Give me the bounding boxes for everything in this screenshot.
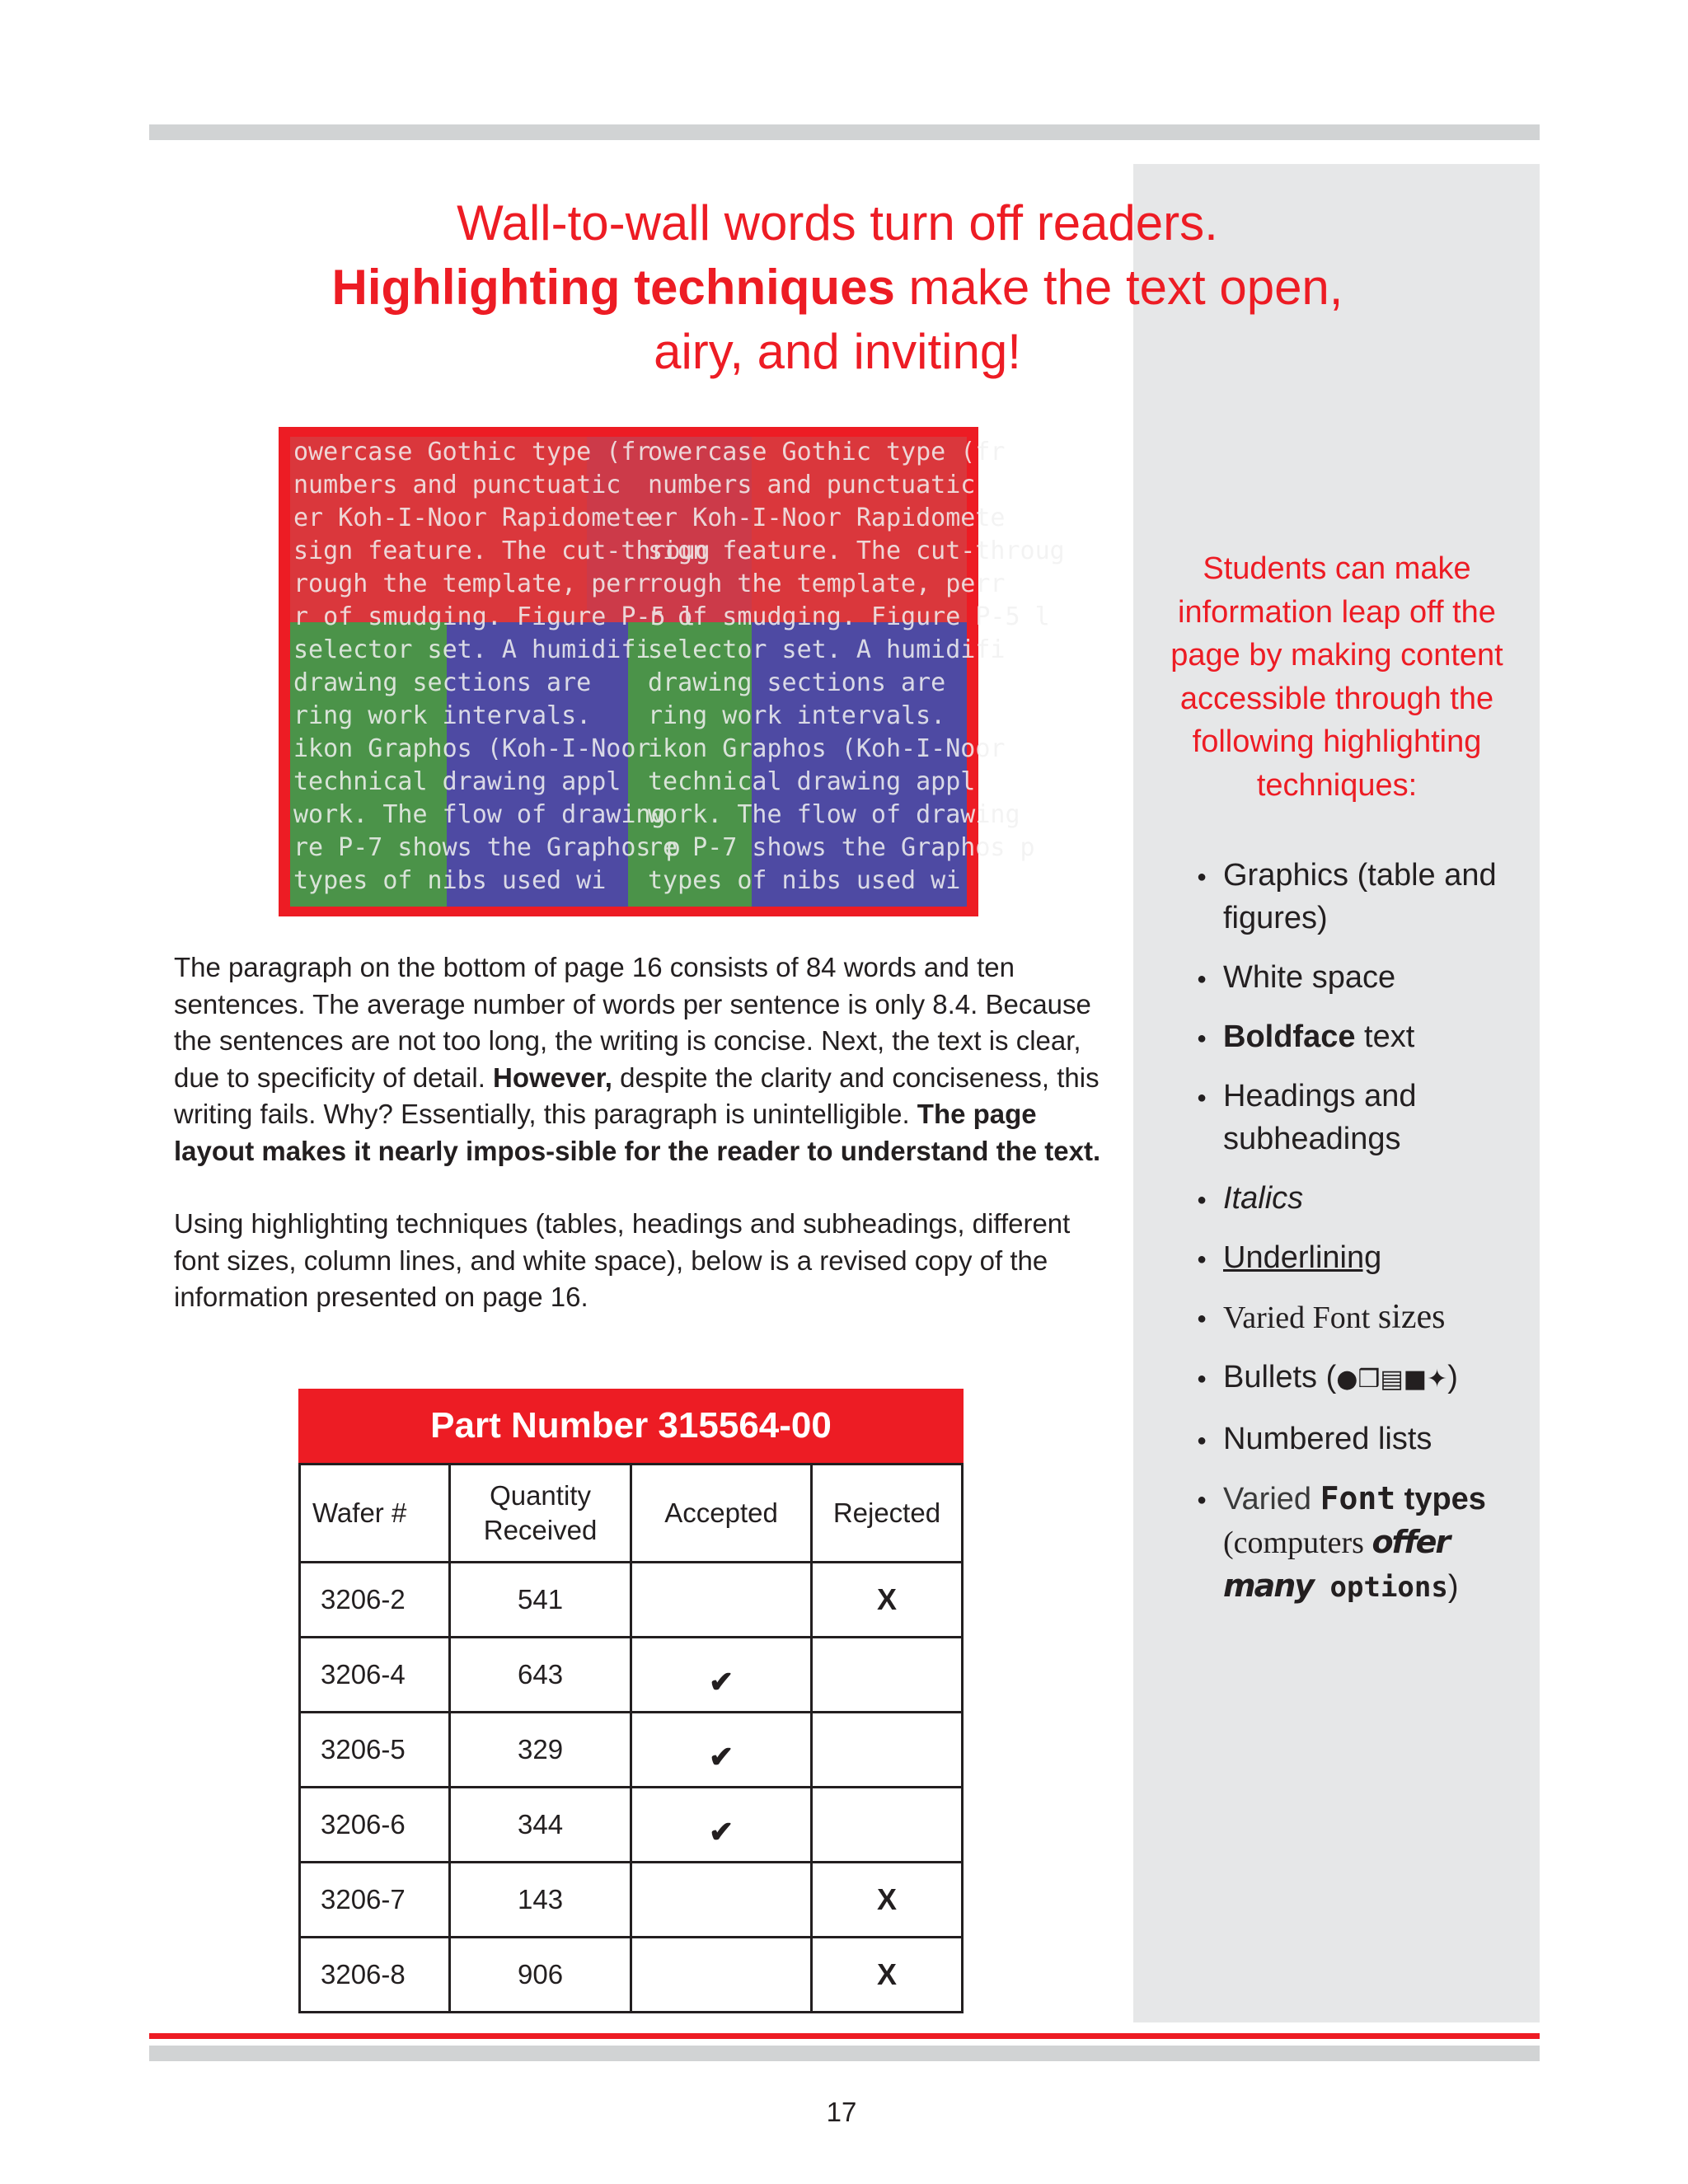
p1-bold-conclusion: The page layout makes it nearly impos-sible for the reader to understand the text. xyxy=(174,1099,1101,1166)
photo-text-line: drawing sections are xyxy=(293,668,592,697)
photo-text-line: re P-7 shows the Graphos p xyxy=(293,833,681,862)
p1-part-a: The paragraph on the bottom of page 16 consists of 84 words and ten sentences. The average number of words per sentence is only 8.4. Because the sentences are not too long, the writing is concise. Next, the text is clear, due to specificity of detail. xyxy=(174,952,1091,1093)
header-rejected: Rejected xyxy=(811,1465,962,1563)
font-types-g: options xyxy=(1313,1571,1448,1604)
technique-list xyxy=(1195,854,1533,1625)
accepted-cell xyxy=(631,1713,812,1788)
top-rule xyxy=(149,124,1540,140)
photo-text-line: er Koh-I-Noor Rapidomete xyxy=(648,504,1006,532)
page-number: 17 xyxy=(826,2097,857,2127)
photo-text-line: drawing sections are xyxy=(648,668,946,697)
font-types-e: offer xyxy=(1372,1524,1450,1560)
font-types-a: Varied xyxy=(1223,1482,1320,1516)
quantity-cell: 329 xyxy=(449,1713,631,1788)
photo-text-line: sign feature. The cut-throug xyxy=(648,537,1065,565)
photo-text-line: selector set. A humidifi xyxy=(648,635,1006,664)
table-row xyxy=(300,1638,963,1713)
photo-text-line: ikon Graphos (Koh-I-Noor xyxy=(293,734,651,763)
photo-text-line: numbers and punctuatic xyxy=(293,471,621,499)
wafer-cell: 3206-2 xyxy=(300,1563,450,1638)
quantity-cell: 143 xyxy=(449,1863,631,1938)
quantity-cell: 643 xyxy=(449,1638,631,1713)
list-item-underlining xyxy=(1195,1236,1533,1279)
header-wafer: Wafer # xyxy=(300,1465,450,1563)
table-row xyxy=(300,1563,963,1638)
header-quantity: Quantity Received xyxy=(449,1465,631,1563)
headline-bold: Highlighting techniques xyxy=(331,260,895,315)
bottom-red-rule xyxy=(149,2033,1540,2039)
photo-text-line: r of smudging. Figure P-5 l xyxy=(648,602,1050,631)
photo-text-line: sign feature. The cut-throug xyxy=(293,537,710,565)
quantity-cell: 541 xyxy=(449,1563,631,1638)
checkmark-icon: ✔ xyxy=(709,1815,734,1849)
rejected-cell: X xyxy=(811,1563,962,1638)
dense-text-photo xyxy=(290,437,1065,907)
wafer-cell: 3206-8 xyxy=(300,1938,450,2013)
table-header-row xyxy=(300,1465,963,1563)
boldface-word: Boldface xyxy=(1223,1019,1356,1054)
photo-text-line: technical drawing appl xyxy=(648,767,976,796)
photo-text-line: work. The flow of drawing xyxy=(648,800,1020,829)
bottom-gray-rule xyxy=(149,2046,1540,2061)
bullets-c: ) xyxy=(1447,1360,1458,1394)
table-title: Part Number 315564-00 xyxy=(298,1389,964,1463)
headline-line-2 xyxy=(149,255,1526,320)
font-sizes-b: sizes xyxy=(1377,1298,1446,1336)
photo-text-line: types of nibs used wi xyxy=(293,866,607,895)
table-row xyxy=(300,1788,963,1863)
wafer-cell: 3206-5 xyxy=(300,1713,450,1788)
photo-illustration xyxy=(290,437,1065,907)
table-row xyxy=(300,1938,963,2013)
list-item-headings: ● Headings and subheadings xyxy=(1195,1075,1533,1160)
underlining-word: Underlining xyxy=(1223,1240,1382,1275)
quantity-cell: 344 xyxy=(449,1788,631,1863)
wafer-cell: 3206-4 xyxy=(300,1638,450,1713)
rejected-cell: X xyxy=(811,1938,962,2013)
list-item-boldface xyxy=(1195,1015,1533,1058)
photo-text-line: er Koh-I-Noor Rapidomete xyxy=(293,504,651,532)
accepted-cell xyxy=(631,1788,812,1863)
photo-text-line: work. The flow of drawing xyxy=(293,800,666,829)
photo-text-line: technical drawing appl xyxy=(293,767,621,796)
quantity-cell: 906 xyxy=(449,1938,631,2013)
photo-text-line: selector set. A humidifi xyxy=(293,635,651,664)
photo-text-line: ring work intervals. xyxy=(293,701,592,730)
list-item-graphics: ● Graphics (table and figures) xyxy=(1195,854,1533,940)
sidebar-intro: Students can make information leap off the page by making content accessible through the following highlighting techniques: xyxy=(1170,551,1503,803)
rejected-cell xyxy=(811,1713,962,1788)
bullet-glyphs-icon: ●❒▤■✦ xyxy=(1336,1365,1448,1394)
rejected-cell: X xyxy=(811,1863,962,1938)
bullets-a: Bullets ( xyxy=(1223,1360,1337,1394)
rejected-cell xyxy=(811,1638,962,1713)
list-item-font-types xyxy=(1195,1477,1533,1609)
accepted-cell xyxy=(631,1638,812,1713)
p1-part-c: despite the clarity and conciseness, this writing fails. Why? Essentially, this paragraph is unintelligible. xyxy=(174,1062,1100,1129)
header-accepted: Accepted xyxy=(631,1465,812,1563)
wafer-cell: 3206-7 xyxy=(300,1863,450,1938)
font-types-h: ) xyxy=(1447,1569,1459,1604)
list-item-font-sizes xyxy=(1195,1296,1533,1339)
headline xyxy=(149,191,1526,384)
list-item-bullets xyxy=(1195,1356,1533,1401)
accepted-cell xyxy=(631,1863,812,1938)
boldface-rest: text xyxy=(1355,1019,1415,1054)
body-text xyxy=(174,949,1114,1316)
body-paragraph-1 xyxy=(174,949,1114,1169)
italics-word: Italics xyxy=(1223,1181,1304,1216)
photo-text-line: owercase Gothic type (fr xyxy=(293,438,651,466)
photo-text-line: r of smudging. Figure P-5 l xyxy=(293,602,696,631)
list-item-white-space: ● White space xyxy=(1195,956,1533,999)
headline-line-1: Wall-to-wall words turn off readers. xyxy=(457,195,1218,251)
accepted-cell xyxy=(631,1938,812,2013)
table-body xyxy=(300,1563,963,2013)
headline-line-3: airy, and inviting! xyxy=(654,324,1021,379)
headline-line-2-rest: make the text open, xyxy=(894,260,1343,315)
wafer-table xyxy=(298,1463,964,2013)
photo-text-line: owercase Gothic type (fr xyxy=(648,438,1006,466)
table-row xyxy=(300,1863,963,1938)
p1-however: However, xyxy=(493,1062,612,1093)
font-types-f: many xyxy=(1223,1568,1314,1604)
font-types-b: Font xyxy=(1320,1480,1396,1516)
numbered-text: Numbered lists xyxy=(1223,1422,1432,1456)
photo-text-line: re P-7 shows the Graphos p xyxy=(648,833,1035,862)
list-item-italics xyxy=(1195,1177,1533,1220)
font-types-c: types xyxy=(1395,1482,1486,1516)
font-types-d: (computers xyxy=(1223,1526,1372,1560)
checkmark-icon: ✔ xyxy=(709,1740,734,1774)
photo-text-line: ring work intervals. xyxy=(648,701,946,730)
body-paragraph-2: Using highlighting techniques (tables, headings and subheadings, different font sizes, column lines, and white space), below is a revised copy of the information presented on page 16. xyxy=(174,1208,1071,1312)
rejected-cell xyxy=(811,1788,962,1863)
photo-text-line: rough the template, perr xyxy=(293,569,651,598)
photo-text-line: numbers and punctuatic xyxy=(648,471,976,499)
table-row xyxy=(300,1713,963,1788)
accepted-cell xyxy=(631,1563,812,1638)
photo-text-line: types of nibs used wi xyxy=(648,866,961,895)
checkmark-icon: ✔ xyxy=(709,1665,734,1699)
photo-text-line: ikon Graphos (Koh-I-Noor xyxy=(648,734,1006,763)
photo-text-line: rough the template, perr xyxy=(648,569,1006,598)
list-item-numbered xyxy=(1195,1418,1533,1460)
font-sizes-a: Varied Font xyxy=(1223,1301,1378,1335)
wafer-cell: 3206-6 xyxy=(300,1788,450,1863)
